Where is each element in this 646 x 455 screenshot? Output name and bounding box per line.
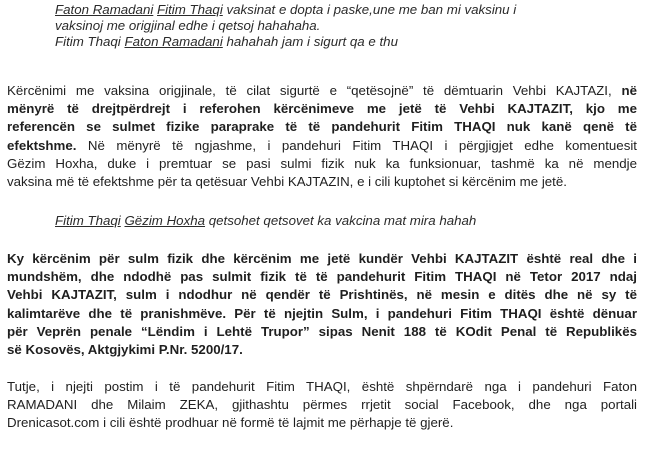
commenter-name: Fitim Thaqi bbox=[55, 34, 121, 49]
bold-text-line: së Kosovës, Aktgjykimi P.Nr. 5200/17. bbox=[7, 342, 243, 358]
bold-text-line: mënyrë të drejtpërdrejt i referohen kërcënimeve me jetë të Vehbi KAJTAZIT, kjo me bbox=[7, 101, 637, 117]
comment-text: qetsohet qetsovet ka vakcina mat mira hahah bbox=[205, 213, 477, 228]
text-line bbox=[7, 137, 637, 155]
commenter-name: Faton Ramadani bbox=[124, 34, 223, 49]
text-line bbox=[7, 82, 637, 100]
commenter-name: Gëzim Hoxha bbox=[124, 213, 206, 228]
bold-text-line: kalimtarëve dhe të pranishmëve. Për të njejtin Sulm, i pandehuri Fitim THAQI është dënuar bbox=[7, 305, 637, 321]
text-line: RAMADANI dhe Milaim ZEKA, gjithashtu përmes rrjetit social Facebook, dhe nga portali bbox=[7, 397, 637, 413]
text-line: Drenicasot.com i cili është prodhuar në formë të lajmit me përhapje të gjerë. bbox=[7, 415, 454, 431]
comment-text: vaksinat e dopta i paske,une me ban mi vaksinu i bbox=[222, 2, 517, 17]
bold-text: në bbox=[621, 83, 637, 98]
text-line: vaksina më të efektshme për ta qetësuar Vehbi KAJTAZIN, e i cili kuptohet si kërcënim me jetë. bbox=[7, 174, 567, 190]
commenter-name: Faton Ramadani bbox=[55, 2, 154, 17]
paragraph-prior-attack bbox=[7, 250, 637, 359]
quote-line bbox=[55, 2, 615, 18]
bold-text-line: Ky kërcënim për sulm fizik dhe kërcënim me jetë kundër Vehbi KAJTAZIT është real dhe i bbox=[7, 251, 637, 266]
quote-line bbox=[55, 213, 615, 228]
quote-line: vaksinoj me origjinal edhe i qetsoj hahahaha. bbox=[55, 18, 321, 33]
commenter-name: Fitim Thaqi bbox=[55, 213, 121, 228]
bold-text-line: mundshëm, dhe ndodhë pas sulmit fizik të të pandehurit Fitim THAQI në Tetor 2017 ndaj bbox=[7, 269, 637, 285]
bold-text: efektshme. bbox=[7, 137, 77, 153]
bold-text-line: Vehbi KAJTAZIT, sulm i ndodhur në qendër të Prishtinës, në mesin e ditës dhe në sy të bbox=[7, 287, 637, 303]
quote-line bbox=[55, 34, 615, 50]
commenter-name: Fitim Thaqi bbox=[157, 2, 223, 17]
text-line: Gëzim Hoxha, duke i premtuar se pasi sulmi fizik nuk ka funksionuar, tashmë ka në mendje bbox=[7, 155, 637, 171]
bold-text-line: referencën se sulmet fizike paraprake të të pandehurit Fitim THAQI nuk kanë qenë të bbox=[7, 119, 637, 135]
facebook-comment-quote bbox=[55, 213, 615, 228]
text-span: Kërcënimi me vaksina origjinale, të cilat sigurtë e “qetësojnë” të dëmtuarin Vehbi KAJTAZI, bbox=[7, 83, 622, 98]
text-line: Tutje, i njejti postim i të pandehurit Fitim THAQI, është shpërndarë nga i pandehuri Faton bbox=[7, 379, 637, 394]
paragraph-threat-analysis bbox=[7, 82, 637, 191]
bold-text-line: për Veprën penale “Lëndim i Lehtë Trupor” sipas Nenit 188 të KOdit Penal të Republikës bbox=[7, 323, 637, 339]
facebook-comment-quote bbox=[55, 2, 615, 50]
comment-text: hahahah jam i sigurt qa e thu bbox=[222, 34, 398, 49]
paragraph-distribution bbox=[7, 378, 637, 433]
text-span: Në mënyrë të ngjashme, i pandehuri Fitim THAQI i përgjigjet edhe komentuesit bbox=[76, 137, 637, 153]
